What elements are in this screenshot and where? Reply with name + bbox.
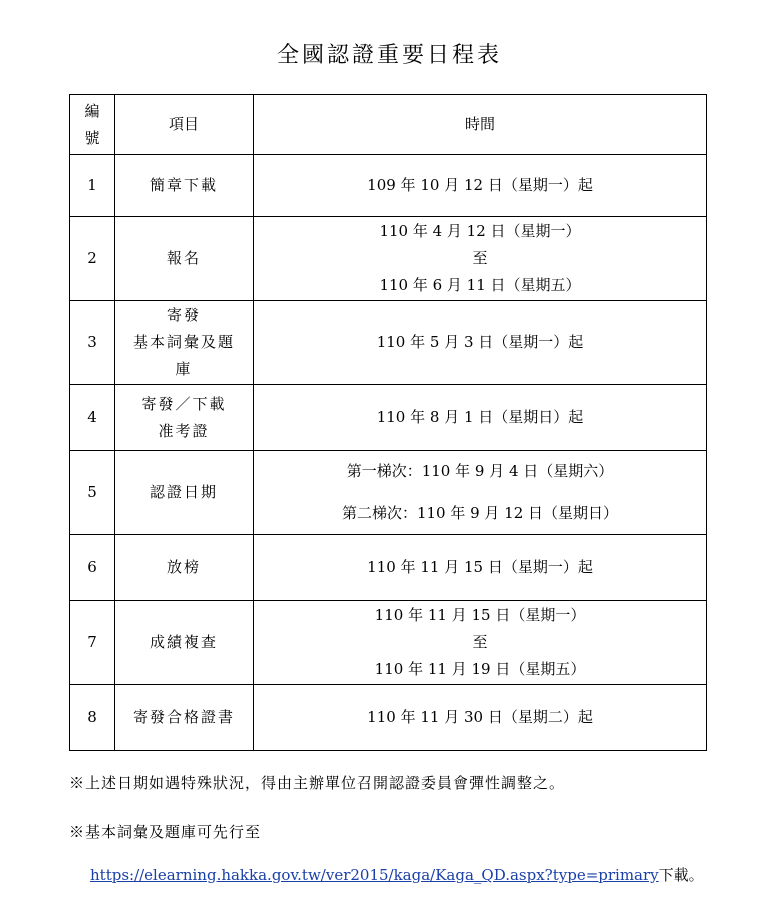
schedule-table (69, 94, 707, 751)
row-number: 3 (70, 301, 115, 385)
row-item (115, 601, 254, 685)
row-item-line: 寄發／下載 (141, 394, 227, 413)
row-item (115, 535, 254, 601)
row-item (115, 301, 254, 385)
row-number: 8 (70, 685, 115, 751)
row-time (254, 685, 707, 751)
vocabulary-download-link[interactable]: https://elearning.hakka.gov.tw/ver2015/kaga/Kaga_QD.aspx?type=primary (90, 866, 659, 884)
table-row (70, 601, 707, 685)
row-item-line: 放榜 (166, 558, 201, 576)
row-item-line: 認證日期 (149, 483, 218, 501)
row-item-line: 基本詞彙及題 (132, 333, 235, 351)
row-item (115, 217, 254, 301)
table-row (70, 451, 707, 535)
row-time (254, 601, 707, 685)
table-header-row (70, 95, 707, 155)
row-number: 4 (70, 385, 115, 451)
row-time (254, 451, 707, 535)
header-number-line: 編 (84, 101, 100, 120)
row-item (115, 451, 254, 535)
row-time-line: 110 年 8 月 1 日（星期日）起 (376, 408, 584, 426)
row-item-line: 准考證 (158, 421, 210, 440)
row-time (254, 217, 707, 301)
row-time-line: 110 年 11 月 15 日（星期一） (374, 606, 586, 624)
row-time-line: 第一梯次：110 年 9 月 4 日（星期六） (346, 462, 614, 480)
row-time-line: 110 年 11 月 30 日（星期二）起 (367, 708, 593, 726)
row-time-line: 110 年 11 月 15 日（星期一）起 (367, 558, 593, 576)
note-schedule-adjustment: ※上述日期如遇特殊狀況，得由主辦單位召開認證委員會彈性調整之。 (69, 774, 566, 792)
row-time (254, 155, 707, 217)
table-row (70, 535, 707, 601)
table-row (70, 301, 707, 385)
download-link-suffix: 下載。 (658, 866, 704, 884)
table-row (70, 155, 707, 217)
note-vocabulary-download: ※基本詞彙及題庫可先行至 (69, 823, 262, 841)
header-item: 項目 (115, 95, 254, 155)
row-time (254, 301, 707, 385)
row-number: 7 (70, 601, 115, 685)
row-item-line: 庫 (175, 360, 193, 378)
row-item-line: 寄發合格證書 (132, 708, 235, 726)
row-time (254, 535, 707, 601)
header-time: 時間 (254, 95, 707, 155)
download-link-line (90, 864, 704, 885)
header-number (70, 95, 115, 155)
row-number: 1 (70, 155, 115, 217)
row-number: 5 (70, 451, 115, 535)
row-item (115, 385, 254, 451)
page-title: 全國認證重要日程表 (276, 43, 502, 68)
table-row (70, 385, 707, 451)
row-time-line: 110 年 4 月 12 日（星期一） (379, 222, 581, 240)
row-time-line: 至 (472, 633, 488, 651)
row-time-line: 110 年 6 月 11 日（星期五） (379, 276, 581, 294)
row-time-line: 110 年 5 月 3 日（星期一）起 (376, 333, 584, 351)
row-time-line: 至 (472, 249, 488, 267)
row-number: 2 (70, 217, 115, 301)
row-time-line: 第二梯次：110 年 9 月 12 日（星期日） (341, 504, 619, 522)
row-time (254, 385, 707, 451)
row-time-line: 109 年 10 月 12 日（星期一）起 (367, 176, 593, 194)
row-time-line: 110 年 11 月 19 日（星期五） (374, 660, 586, 678)
row-item-line: 報名 (166, 249, 201, 267)
table-row (70, 685, 707, 751)
row-item-line: 簡章下載 (149, 176, 218, 194)
row-item-line: 寄發 (166, 306, 201, 324)
header-number-line: 號 (84, 128, 100, 147)
row-item (115, 155, 254, 217)
row-item (115, 685, 254, 751)
row-item-line: 成績複查 (149, 633, 218, 651)
row-number: 6 (70, 535, 115, 601)
table-row (70, 217, 707, 301)
